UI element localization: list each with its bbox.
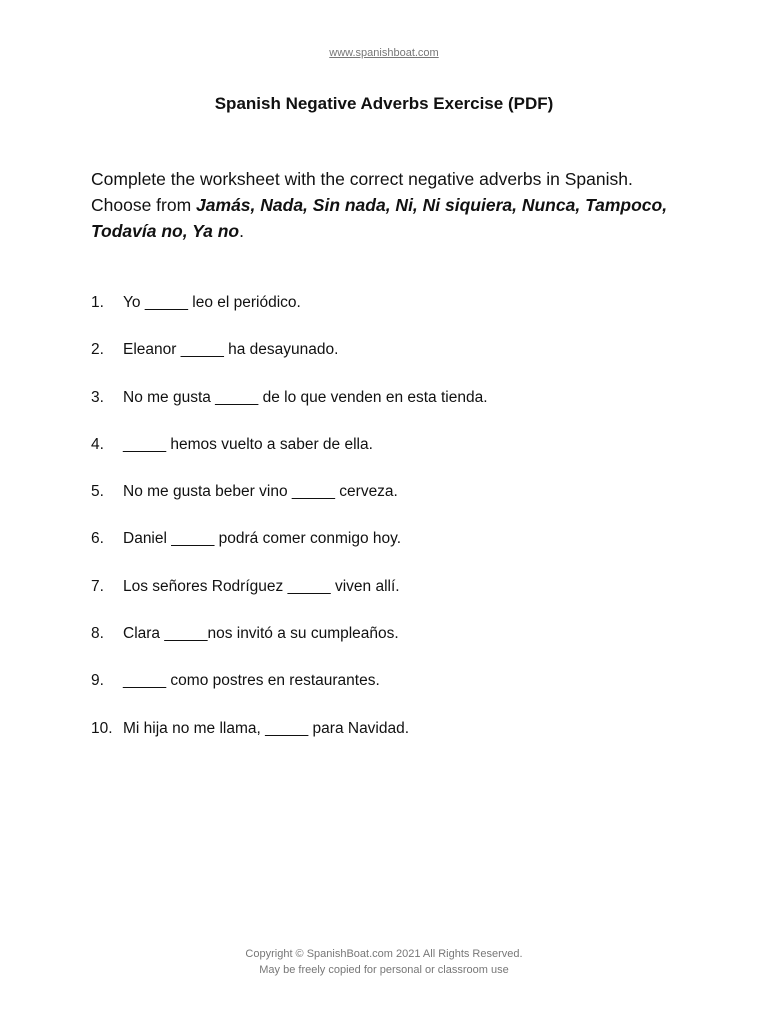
exercise-item <box>91 387 691 434</box>
exercise-text: Daniel _____ podrá comer conmigo hoy. <box>123 530 402 548</box>
exercise-item <box>91 434 691 481</box>
exercise-text: _____ como postres en restaurantes. <box>123 672 380 690</box>
exercise-text: _____ hemos vuelto a saber de ella. <box>123 435 373 453</box>
exercise-text: Clara _____nos invitó a su cumpleaños. <box>123 625 399 643</box>
exercise-item <box>91 718 691 765</box>
adverb-choices: Jamás, Nada, Sin nada, Ni, Ni siquiera, Nunca, Tampoco, Todavía no, Ya no <box>91 195 668 241</box>
page-title: Spanish Negative Adverbs Exercise (PDF) <box>214 94 554 113</box>
exercise-item <box>91 623 691 670</box>
exercise-item <box>91 576 691 623</box>
instructions-suffix: . <box>239 221 245 241</box>
exercise-text: Yo _____ leo el periódico. <box>123 294 301 311</box>
exercise-text: No me gusta beber vino _____ cerveza. <box>123 483 398 501</box>
exercise-number: 2. <box>91 341 104 359</box>
exercise-number: 5. <box>91 483 104 501</box>
exercise-number: 9. <box>91 672 104 690</box>
exercise-item <box>91 670 691 717</box>
usage-note: May be freely copied for personal or classroom use <box>259 964 509 976</box>
page-footer <box>0 946 768 978</box>
exercise-item <box>91 292 691 339</box>
exercise-text: No me gusta _____ de lo que venden en esta tienda. <box>123 388 488 406</box>
exercise-item <box>91 528 691 575</box>
exercise-number: 8. <box>91 625 104 643</box>
exercise-item <box>91 339 691 386</box>
exercise-number: 7. <box>91 577 104 595</box>
copyright-notice: Copyright © SpanishBoat.com 2021 All Rights Reserved. <box>245 948 523 960</box>
exercise-number: 3. <box>91 388 104 406</box>
instructions <box>91 166 691 244</box>
exercise-number: 4. <box>91 435 104 453</box>
exercise-text: Los señores Rodríguez _____ viven allí. <box>123 577 400 595</box>
site-url-link[interactable]: www.spanishboat.com <box>329 47 439 59</box>
exercise-item <box>91 481 691 528</box>
instructions-line: Complete the worksheet with the correct negative adverbs in Spanish. <box>91 169 633 189</box>
exercise-number: 1. <box>91 294 104 311</box>
exercise-number: 10. <box>91 719 113 737</box>
exercise-list <box>91 292 691 765</box>
instructions-choose-prefix: Choose from <box>91 195 197 215</box>
exercise-number: 6. <box>91 530 104 548</box>
exercise-text: Eleanor _____ ha desayunado. <box>123 341 339 359</box>
exercise-text: Mi hija no me llama, _____ para Navidad. <box>123 719 410 737</box>
